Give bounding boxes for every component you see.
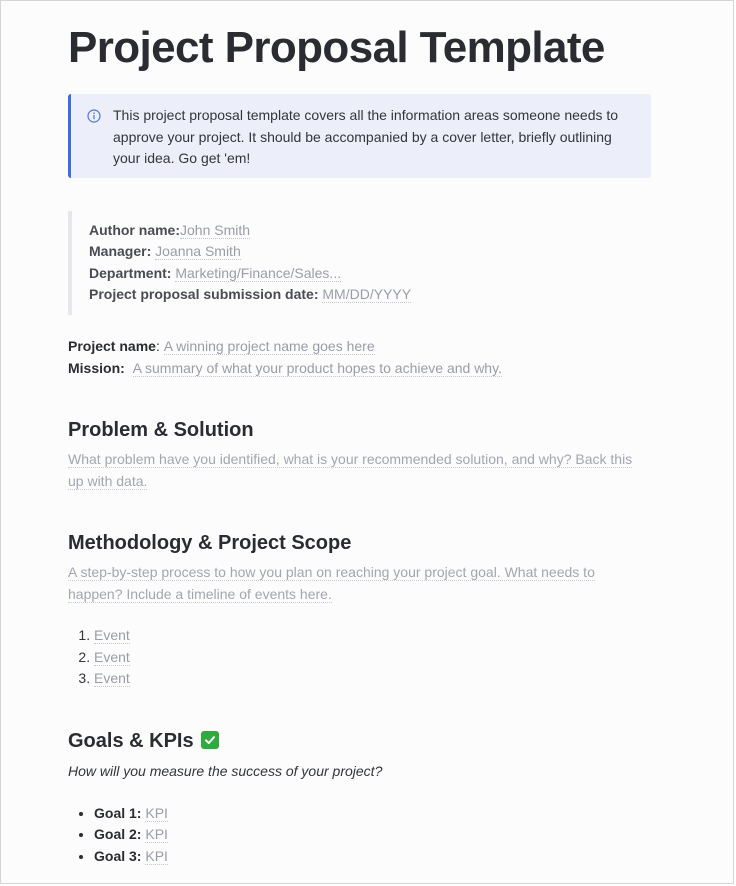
author-name-row [89,220,411,241]
goal-3-kpi[interactable]: KPI [145,847,168,864]
list-item [94,647,130,669]
department-value[interactable]: Marketing/Finance/Sales... [175,264,342,281]
page-title[interactable]: Project Proposal Template [68,23,605,72]
goal-2-label: Goal 2: [94,826,142,843]
event-2[interactable]: Event [94,648,130,665]
department-label: Department: [89,264,172,281]
event-3[interactable]: Event [94,670,130,686]
mission-row [68,358,502,380]
goals-kpis-heading: Goals & KPIs [68,730,194,752]
submission-date-value[interactable]: MM/DD/YYYY [322,285,412,302]
list-item [94,668,130,690]
mission-label: Mission: [68,359,125,376]
check-mark-emoji-icon [201,731,219,749]
submission-date-label: Project proposal submission date: [89,285,319,302]
callout-text[interactable]: This project proposal template covers all the information areas someone needs to approve your project. It should be accompanied by a cover letter, briefly outlining your idea. Go get 'em! [113,107,619,166]
project-name-label: Project name [68,338,156,354]
project-name-value[interactable]: A winning project name goes here [163,338,375,354]
problem-solution-placeholder[interactable] [68,449,648,492]
author-metadata-quote [68,211,411,315]
methodology-placeholder[interactable] [68,562,648,605]
manager-label: Manager: [89,243,152,260]
info-icon [87,109,101,123]
goals-list [68,803,168,867]
mission-value[interactable]: A summary of what your product hopes to achieve and why. [132,359,502,376]
goals-question[interactable]: How will you measure the success of your project? [68,763,383,779]
submission-date-row [89,284,411,305]
goal-3-label: Goal 3: [94,847,142,864]
event-1[interactable]: Event [94,627,130,643]
methodology-text: A step-by-step process to how you plan on reaching your project goal. What needs to happen? Include a timeline of events here. [68,564,595,602]
problem-solution-text: What problem have you identified, what is your recommended solution, and why? Back this up with data. [68,451,633,489]
methodology-heading[interactable]: Methodology & Project Scope [68,532,352,554]
list-item [94,625,130,647]
department-row [89,263,411,284]
info-callout[interactable] [68,94,651,178]
goal-1-kpi[interactable]: KPI [145,805,168,821]
list-item [94,824,168,845]
goal-1-label: Goal 1: [94,805,142,821]
goals-kpis-heading-row[interactable] [68,730,219,753]
list-item [94,846,168,867]
project-summary [68,336,502,379]
problem-solution-heading[interactable]: Problem & Solution [68,419,254,441]
author-name-value[interactable]: John Smith [180,222,251,238]
project-name-separator: : [155,338,160,354]
manager-row [89,241,411,262]
project-name-row [68,336,502,358]
manager-value[interactable]: Joanna Smith [155,243,241,260]
list-item [94,803,168,824]
author-name-label: Author name: [89,222,180,238]
goal-2-kpi[interactable]: KPI [145,826,168,843]
events-list [68,625,130,690]
